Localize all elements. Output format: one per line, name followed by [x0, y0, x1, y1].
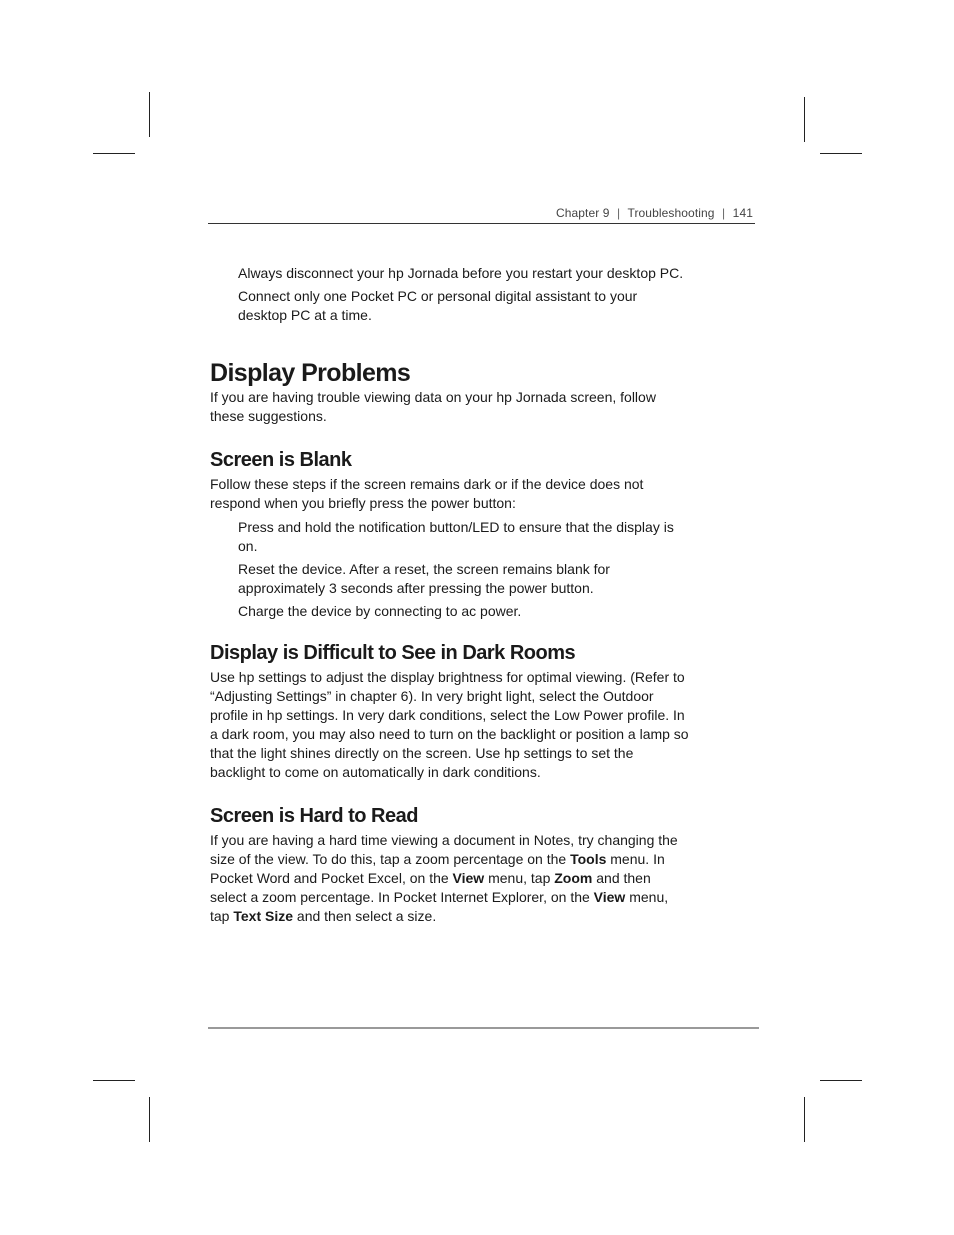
dark-rooms-text: Use hp settings to adjust the display brightness for optimal viewing. (Refer to “Adjusting Settings” in chapter 6). In very bright light, select the Outdoor profile in hp settings. In very dark conditions, select the Low Power profile. In a dark room, you may also need to turn on the backlight or position a lamp so that the light shines directly on the screen. Use hp settings to set the backlight to come on automatically in dark conditions. — [210, 669, 689, 780]
menu-item-zoom: Zoom — [554, 870, 593, 886]
crop-mark — [149, 92, 150, 137]
heading-hard-to-read: Screen is Hard to Read — [210, 805, 418, 827]
list-item: Reset the device. After a reset, the screen remains blank for approximately 3 seconds after pressing the power button. — [238, 561, 610, 596]
header-text: Chapter 9 | Troubleshooting | 141 — [555, 206, 753, 220]
menu-name-view: View — [452, 870, 485, 886]
crop-mark — [149, 1097, 150, 1142]
menu-name-view: View — [593, 889, 626, 905]
footer-rule — [208, 1027, 759, 1029]
list-item: Connect only one Pocket PC or personal digital assistant to your desktop PC at a time. — [238, 288, 638, 323]
screen-blank-text: Follow these steps if the screen remains dark or if the device does not respond when you briefly press the power button: — [210, 476, 644, 511]
crop-mark — [820, 153, 862, 154]
list-item: Always disconnect your hp Jornada before you restart your desktop PC. — [238, 265, 684, 281]
list-item: Press and hold the notification button/LED to ensure that the display is on. — [238, 519, 674, 554]
hard-to-read-text: If you are having a hard time viewing a document in Notes, try changing the size of the view. To do this, tap a zoom percentage on the Tools menu. In Pocket Word and Pocket Excel, on the View menu, tap Zoom and then select a zoom percentage. In Pocket Internet Explorer, on the View menu, tap Text Size and then select a size. — [210, 832, 678, 924]
heading-display-problems: Display Problems — [210, 359, 411, 387]
crop-mark — [93, 1080, 135, 1081]
crop-mark — [820, 1080, 862, 1081]
header-section: Troubleshooting — [627, 206, 715, 220]
page-number: 141 — [732, 206, 753, 220]
heading-dark-rooms: Display is Difficult to See in Dark Rooms — [210, 642, 576, 664]
crop-mark — [93, 153, 135, 154]
menu-item-text-size: Text Size — [233, 908, 294, 924]
menu-name-tools: Tools — [570, 851, 607, 867]
crop-mark — [804, 97, 805, 142]
page-content — [210, 264, 690, 926]
heading-screen-blank: Screen is Blank — [210, 449, 352, 471]
crop-mark — [804, 1097, 805, 1142]
list-item: Charge the device by connecting to ac power. — [238, 603, 522, 619]
header-chapter: Chapter 9 — [555, 206, 610, 220]
running-header — [208, 203, 755, 224]
display-problems-text: If you are having trouble viewing data on your hp Jornada screen, follow these suggestions. — [210, 389, 656, 424]
